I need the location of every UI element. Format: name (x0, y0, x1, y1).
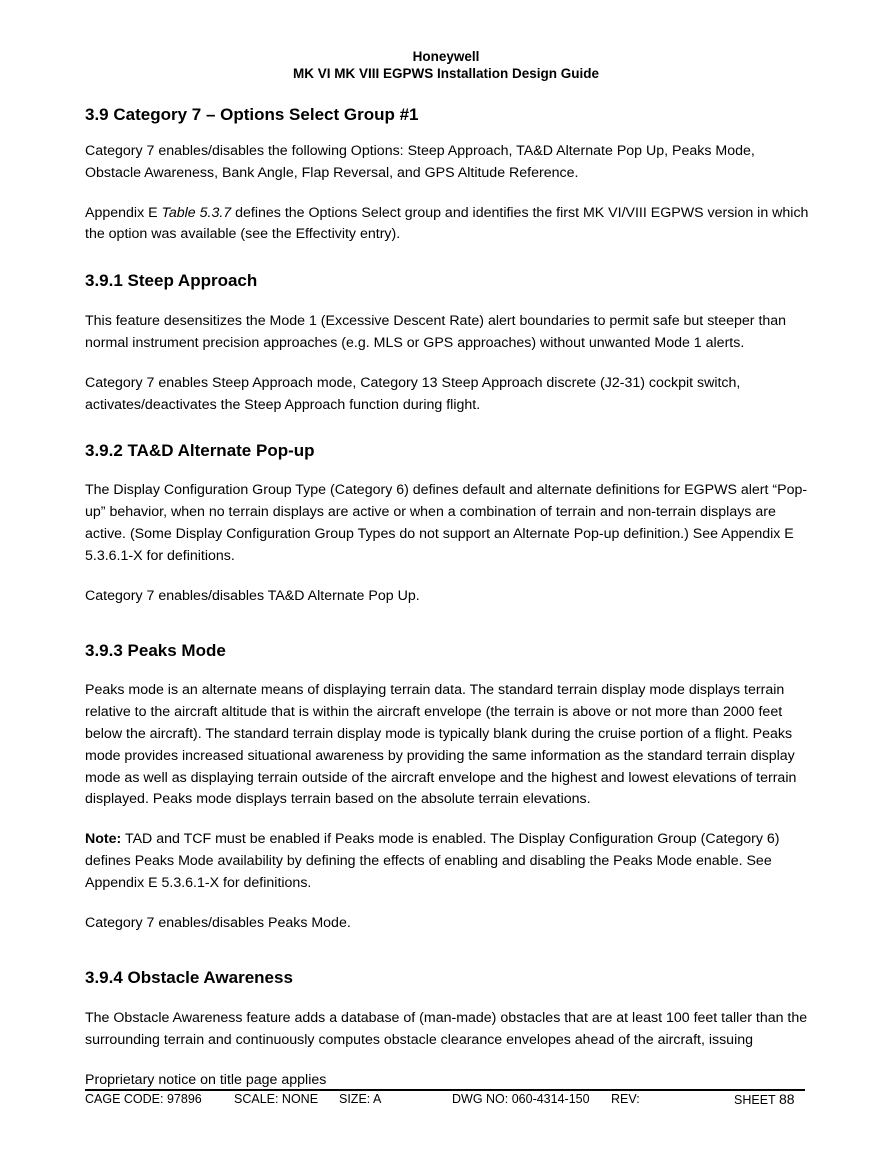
footer-divider (85, 1089, 805, 1091)
footer-rev: REV: (611, 1092, 640, 1106)
steep-approach-paragraph-2: Category 7 enables Steep Approach mode, Category 13 Steep Approach discrete (J2-31) cockpit switch, activates/deactivates the Steep Approach function during flight. (85, 374, 741, 413)
footer-sheet (734, 1092, 795, 1108)
peaks-mode-paragraph-1: Peaks mode is an alternate means of displaying terrain data. The standard terrain display mode displays terrain relative to the aircraft altitude that is within the aircraft envelope (the terrain is above or not more than 2000 feet below the aircraft). The standard terrain display mode is typically blank during the cruise portion of a flight. Peaks mode provides increased situational awareness by providing the same information as the standard terrain display mode as well as displaying terrain outside of the aircraft envelope and the highest and lowest elevations of terrain displayed. Peaks mode displays terrain based on the absolute terrain elevations. (85, 682, 797, 808)
header-company: Honeywell (412, 49, 480, 64)
tad-popup-paragraph-1: The Display Configuration Group Type (Category 6) defines default and alternate definitions for EGPWS alert “Pop-up” behavior, when no terrain displays are active or when a combination of terrain and non-terrain displays are active. (Some Display Configuration Group Types do not support an Alternate Pop-up definition.) See Appendix E 5.3.6.1-X for definitions. (85, 482, 808, 564)
subsection-title-steep-approach: 3.9.1 Steep Approach (85, 271, 258, 291)
p2-before: Appendix E (85, 204, 162, 221)
subsection-title-obstacle-awareness: 3.9.4 Obstacle Awareness (85, 968, 293, 988)
page-content (85, 104, 810, 1052)
proprietary-notice: Proprietary notice on title page applies (85, 1072, 327, 1088)
section-paragraph-2 (85, 203, 810, 247)
subsection-title-peaks-mode: 3.9.3 Peaks Mode (85, 641, 226, 661)
page-header (0, 48, 892, 82)
note-text: TAD and TCF must be enabled if Peaks mode is enabled. The Display Configuration Group (Category 6) defines Peaks Mode availability by defining the effects of enabling and disabling the Peaks Mode enable. See Appendix E 5.3.6.1-X for definitions. (85, 831, 780, 891)
footer-size: SIZE: A (339, 1092, 382, 1106)
section-title: 3.9 Category 7 – Options Select Group #1 (85, 105, 419, 124)
peaks-mode-note (85, 829, 810, 894)
subsection-title-tad-alternate-popup: 3.9.2 TA&D Alternate Pop-up (85, 441, 315, 461)
obstacle-awareness-paragraph-1: The Obstacle Awareness feature adds a database of (man-made) obstacles that are at least 100 feet taller than the surrounding terrain and continuously computes obstacle clearance envelopes ahead of the aircraft, issuing (85, 1010, 808, 1049)
tad-popup-paragraph-2: Category 7 enables/disables TA&D Alternate Pop Up. (85, 587, 420, 604)
steep-approach-paragraph-1: This feature desensitizes the Mode 1 (Excessive Descent Rate) alert boundaries to permit safe but steeper than normal instrument precision approaches (e.g. MLS or GPS approaches) without unwanted Mode 1 alerts. (85, 313, 787, 351)
section-paragraph-1: Category 7 enables/disables the following Options: Steep Approach, TA&D Alternate Pop Up, Peaks Mode, Obstacle Awareness, Bank Angle, Flap Reversal, and GPS Altitude Reference. (85, 143, 755, 181)
note-label: Note: (85, 831, 122, 848)
p2-after: defines the Options Select group and identifies the first MK VI/VIII EGPWS version in which the option was available (see the Effectivity entry). (85, 204, 809, 243)
footer-cage-code: CAGE CODE: 97896 (85, 1092, 202, 1106)
footer-scale: SCALE: NONE (234, 1092, 319, 1106)
header-title: MK VI MK VIII EGPWS Installation Design Guide (292, 66, 600, 81)
sheet-number: 88 (778, 1091, 795, 1107)
sheet-label: SHEET (734, 1093, 776, 1107)
footer-dwg-number: DWG NO: 060-4314-150 (452, 1092, 590, 1106)
table-reference: Table 5.3.7 (161, 204, 232, 221)
peaks-mode-paragraph-2: Category 7 enables/disables Peaks Mode. (85, 914, 351, 931)
